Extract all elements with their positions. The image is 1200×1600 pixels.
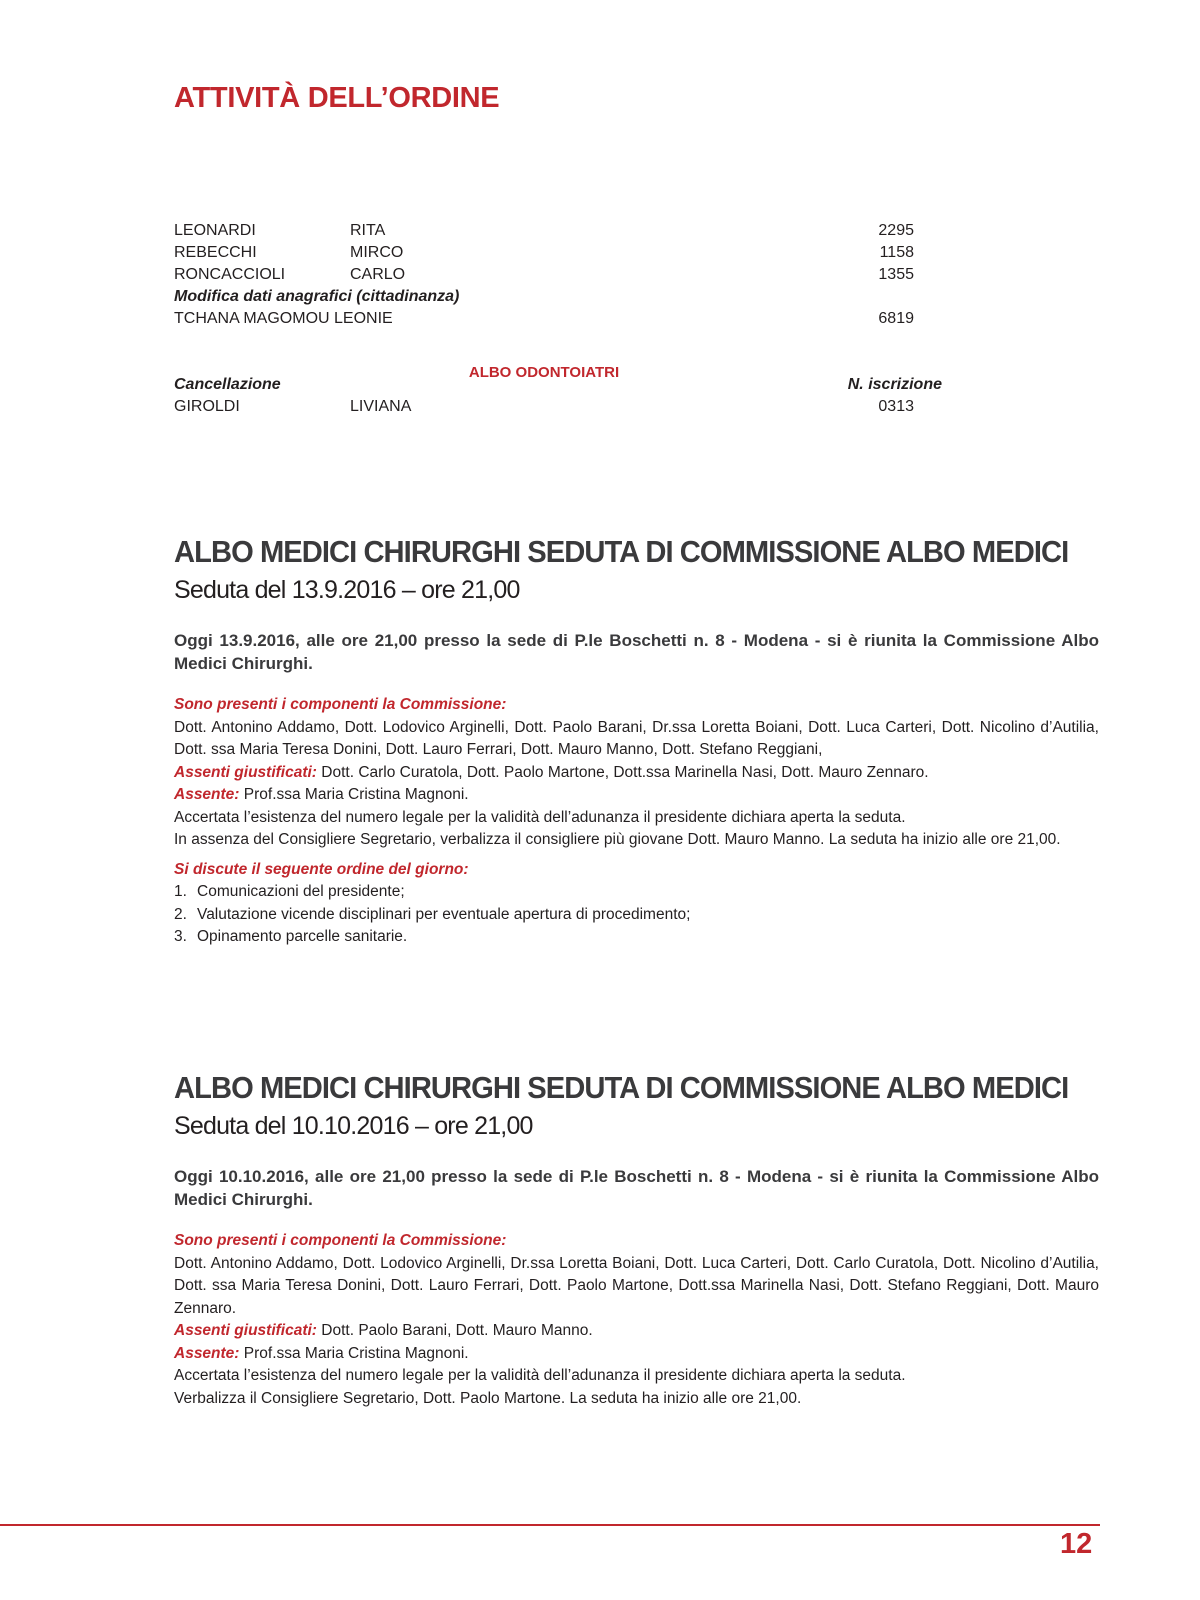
surname: RONCACCIOLI bbox=[174, 266, 286, 283]
agenda-item bbox=[174, 881, 1099, 904]
agenda-item bbox=[174, 926, 1099, 949]
registration-number: 0313 bbox=[878, 398, 914, 415]
list-row bbox=[174, 264, 914, 286]
presenti-text: Dott. Antonino Addamo, Dott. Lodovico Arginelli, Dott. Paolo Barani, Dr.ssa Loretta Boiani, Dott. Luca Carteri, Dott. Nicolino d’Autilia, Dott. ssa Maria Teresa Donini, Dott. Lauro Ferrari, Dott. Mauro Manno, Dott. Stefano Reggiani, bbox=[174, 718, 1099, 758]
assente-line bbox=[174, 1343, 1099, 1366]
registration-number: 1355 bbox=[878, 266, 914, 283]
presenti-text: Dott. Antonino Addamo, Dott. Lodovico Arginelli, Dr.ssa Loretta Boiani, Dott. Luca Carteri, Dott. Carlo Curatola, Dott. Nicolino d’Autilia, Dott. ssa Maria Teresa Donini, Dott. Lauro Ferrari, Dott. Paolo Martone, Dott.ssa Marinella Nasi, Dott. Stefano Reggiani, Dott. Mauro Zennaro. bbox=[174, 1254, 1099, 1317]
surname: REBECCHI bbox=[174, 244, 257, 261]
agenda-text: Comunicazioni del presidente; bbox=[197, 883, 405, 900]
verbalizza-text: In assenza del Consigliere Segretario, verbalizza il consigliere più giovane Dott. Mauro Manno. La seduta ha inizio alle ore 21,00. bbox=[174, 831, 1061, 848]
modifica-label bbox=[174, 286, 914, 308]
session-heading: ALBO MEDICI CHIRURGHI SEDUTA DI COMMISSIONE ALBO MEDICI bbox=[174, 534, 1069, 569]
full-name: TCHANA MAGOMOU LEONIE bbox=[174, 310, 393, 327]
presenti-label: Sono presenti i componenti la Commissione: bbox=[174, 1232, 507, 1249]
surname: GIROLDI bbox=[174, 398, 240, 415]
agenda-item bbox=[174, 904, 1099, 927]
surname: LEONARDI bbox=[174, 222, 256, 239]
list-row bbox=[174, 308, 914, 330]
list-row bbox=[174, 396, 914, 418]
col-cancellazione: Cancellazione bbox=[174, 376, 281, 393]
assente-line bbox=[174, 784, 1099, 807]
albo-column-headers bbox=[174, 374, 942, 396]
footer-divider bbox=[0, 1524, 1100, 1526]
session-heading: ALBO MEDICI CHIRURGHI SEDUTA DI COMMISSIONE ALBO MEDICI bbox=[174, 1070, 1069, 1105]
page-number: 12 bbox=[1060, 1528, 1093, 1560]
agenda-num: 2. bbox=[174, 905, 187, 923]
registration-number: 2295 bbox=[878, 222, 914, 239]
list-row bbox=[174, 220, 914, 242]
session-subheading: Seduta del 10.10.2016 – ore 21,00 bbox=[174, 1112, 533, 1140]
col-iscrizione: N. iscrizione bbox=[847, 376, 942, 393]
agenda-label: Si discute il seguente ordine del giorno: bbox=[174, 860, 469, 878]
agenda-text: Opinamento parcelle sanitarie. bbox=[197, 928, 408, 945]
modifica-label-text: Modifica dati anagrafici (cittadinanza) bbox=[174, 288, 460, 305]
session-subheading: Seduta del 13.9.2016 – ore 21,00 bbox=[174, 576, 520, 604]
agenda-text: Valutazione vicende disciplinari per eventuale apertura di procedimento; bbox=[197, 905, 691, 923]
assente-text: Prof.ssa Maria Cristina Magnoni. bbox=[239, 786, 469, 803]
agenda-list bbox=[174, 881, 1099, 949]
legal-number-text: Accertata l’esistenza del numero legale per la validità dell’adunanza il presidente dichiara aperta la seduta. bbox=[174, 808, 906, 826]
presenti-label: Sono presenti i componenti la Commissione: bbox=[174, 696, 507, 713]
giustificati-label: Assenti giustificati: bbox=[174, 1322, 317, 1339]
albo-odontoiatri-title: ALBO ODONTOIATRI bbox=[468, 364, 620, 381]
giustificati-line bbox=[174, 762, 1099, 785]
agenda-num: 1. bbox=[174, 883, 187, 900]
giustificati-text: Dott. Paolo Barani, Dott. Mauro Manno. bbox=[316, 1322, 593, 1339]
first-name: RITA bbox=[350, 222, 386, 239]
agenda-num: 3. bbox=[174, 928, 187, 945]
verbalizza-text: Verbalizza il Consigliere Segretario, Dott. Paolo Martone. La seduta ha inizio alle ore 21,00. bbox=[174, 1389, 802, 1407]
assente-label: Assente: bbox=[174, 786, 240, 803]
session-body bbox=[174, 1230, 1099, 1410]
registration-number: 1158 bbox=[879, 244, 914, 261]
registration-number: 6819 bbox=[878, 310, 914, 327]
first-name: MIRCO bbox=[350, 244, 404, 261]
session-body bbox=[174, 694, 1099, 949]
assente-label: Assente: bbox=[174, 1344, 240, 1362]
giustificati-label: Assenti giustificati: bbox=[174, 763, 317, 781]
session-lead: Oggi 10.10.2016, alle ore 21,00 presso la sede di P.le Boschetti n. 8 - Modena - si è riunita la Commissione Albo Medici Chirurghi. bbox=[174, 1167, 1099, 1209]
giustificati-text: Dott. Carlo Curatola, Dott. Paolo Martone, Dott.ssa Marinella Nasi, Dott. Mauro Zennaro. bbox=[316, 763, 929, 781]
first-name: LIVIANA bbox=[350, 398, 412, 415]
first-name: CARLO bbox=[350, 266, 406, 283]
legal-number-text: Accertata l’esistenza del numero legale per la validità dell’adunanza il presidente dichiara aperta la seduta. bbox=[174, 1367, 906, 1384]
page-title: ATTIVITÀ DELL’ORDINE bbox=[174, 82, 500, 114]
assente-text: Prof.ssa Maria Cristina Magnoni. bbox=[239, 1344, 469, 1362]
giustificati-line bbox=[174, 1320, 1099, 1343]
session-lead: Oggi 13.9.2016, alle ore 21,00 presso la sede di P.le Boschetti n. 8 - Modena - si è riunita la Commissione Albo Medici Chirurghi. bbox=[174, 631, 1099, 673]
list-row bbox=[174, 242, 914, 264]
